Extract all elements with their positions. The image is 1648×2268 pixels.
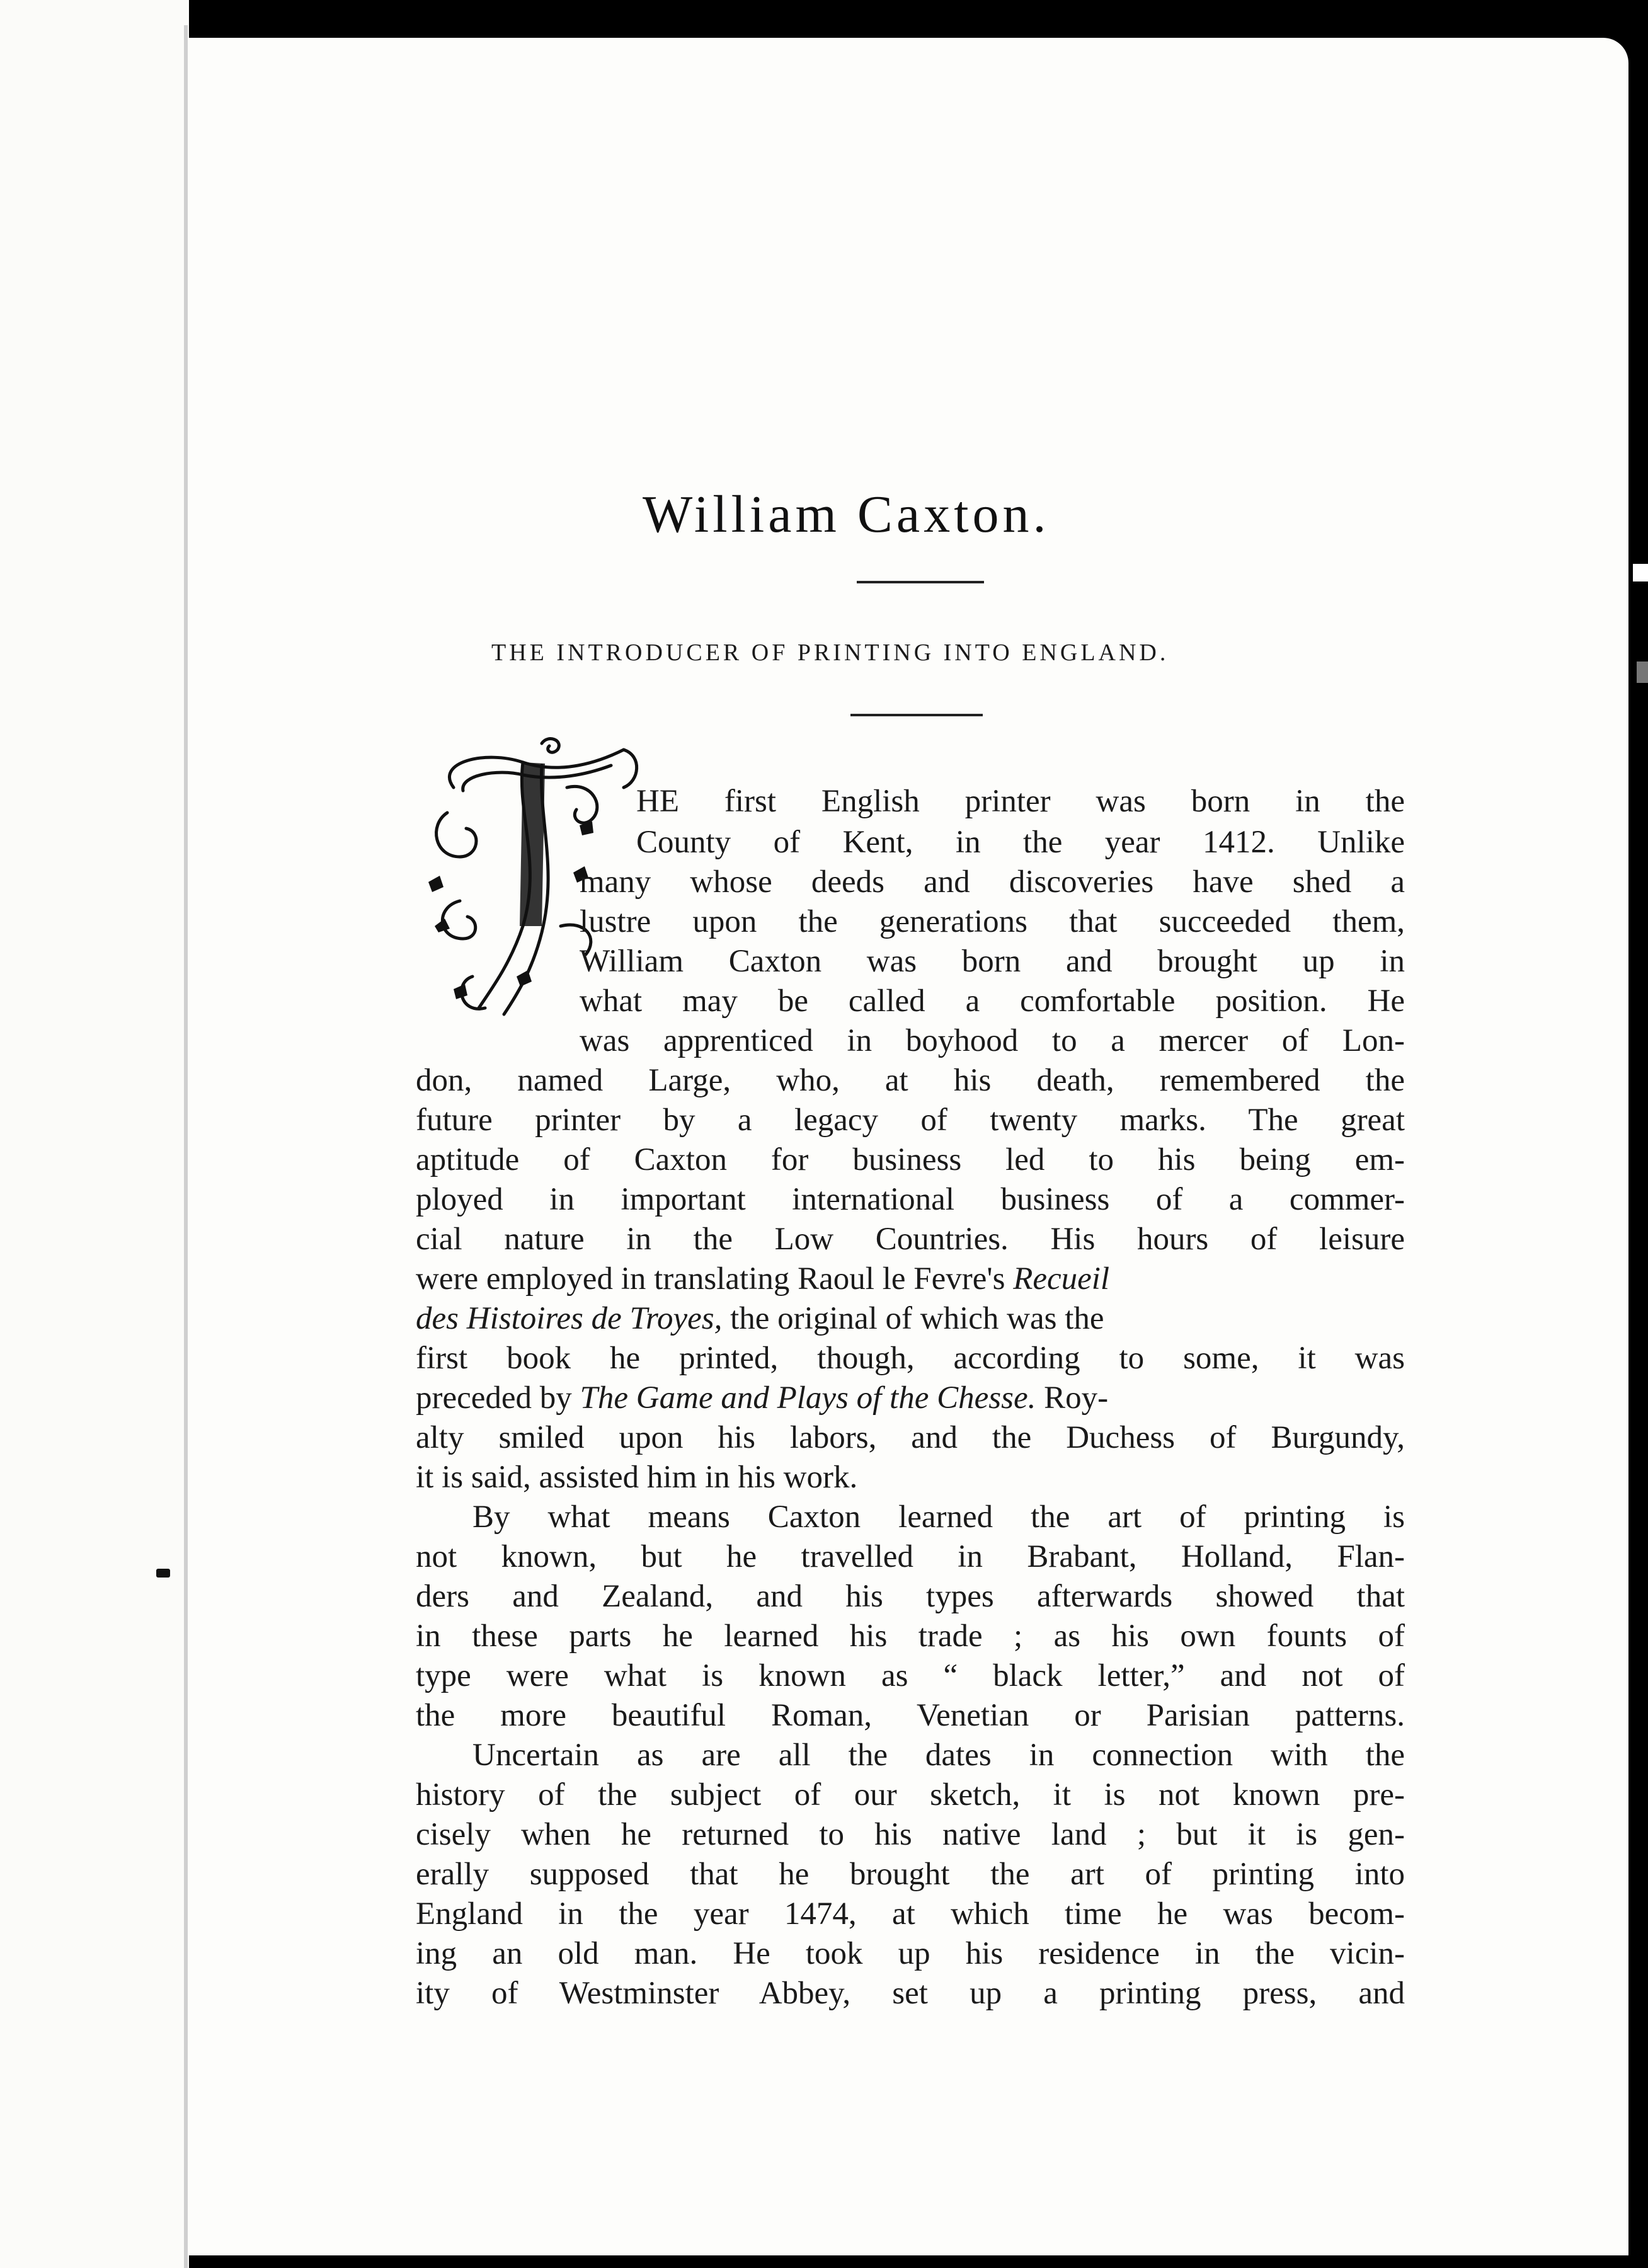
text-line-8: don, named Large, who, at his death, remembered the bbox=[416, 1063, 1405, 1098]
text-line-25: Uncertain as are all the dates in connection with the bbox=[472, 1738, 1405, 1773]
text-line-28: erally supposed that he brought the art of printing into bbox=[416, 1857, 1405, 1892]
margin-mark bbox=[156, 1569, 170, 1578]
text-line-3: many whose deeds and discoveries have shed a bbox=[580, 864, 1405, 900]
text-line-21: ders and Zealand, and his types afterwards showed that bbox=[416, 1579, 1405, 1614]
text-line-1: HE first English printer was born in the bbox=[636, 784, 1405, 819]
subtitle-rule bbox=[850, 714, 983, 716]
text-line-13 bbox=[416, 1259, 1405, 1299]
text-line-22: in these parts he learned his trade ; as his own founts of bbox=[416, 1618, 1405, 1654]
text-line-4: lustre upon the generations that succeeded them, bbox=[580, 904, 1405, 939]
text-line-16-b: Roy- bbox=[1044, 1380, 1109, 1416]
text-line-18: it is said, assisted him in his work. bbox=[416, 1460, 858, 1495]
page-title: William Caxton. bbox=[643, 485, 1050, 544]
title-rule bbox=[857, 581, 984, 583]
text-line-19: By what means Caxton learned the art of printing is bbox=[472, 1499, 1405, 1535]
page-subtitle: THE INTRODUCER OF PRINTING INTO ENGLAND. bbox=[491, 639, 1169, 666]
text-line-23: type were what is known as “ black letter,” and not of bbox=[416, 1658, 1405, 1693]
text-line-2: County of Kent, in the year 1412. Unlike bbox=[636, 825, 1405, 860]
text-line-14-b: the original of which was the bbox=[730, 1301, 1104, 1336]
edge-mark-2 bbox=[1637, 662, 1648, 683]
text-line-30: ing an old man. He took up his residence in the vicin- bbox=[416, 1936, 1405, 1971]
text-line-5: William Caxton was born and brought up in bbox=[580, 944, 1405, 979]
page-left-margin bbox=[0, 0, 189, 2268]
text-line-15: first book he printed, though, according to some, it was bbox=[416, 1341, 1405, 1376]
text-line-16 bbox=[416, 1378, 1405, 1418]
text-line-9: future printer by a legacy of twenty marks. The great bbox=[416, 1102, 1405, 1138]
text-line-13-a: were employed in translating Raoul le Fevre's bbox=[416, 1261, 1005, 1297]
text-line-14 bbox=[416, 1298, 1405, 1339]
text-line-24: the more beautiful Roman, Venetian or Parisian patterns. bbox=[416, 1698, 1405, 1733]
text-line-7: was apprenticed in boyhood to a mercer of Lon- bbox=[580, 1023, 1405, 1058]
text-line-13-italic: Recueil bbox=[1013, 1261, 1110, 1297]
text-line-12: cial nature in the Low Countries. His hours of leisure bbox=[416, 1222, 1405, 1257]
text-line-16-a: preceded by bbox=[416, 1380, 572, 1416]
edge-mark bbox=[1633, 564, 1648, 581]
text-line-17: alty smiled upon his labors, and the Duchess of Burgundy, bbox=[416, 1420, 1405, 1455]
text-line-26: history of the subject of our sketch, it is not known pre- bbox=[416, 1777, 1405, 1813]
text-line-10: aptitude of Caxton for business led to his being em- bbox=[416, 1142, 1405, 1177]
text-line-27: cisely when he returned to his native land ; but it is gen- bbox=[416, 1817, 1405, 1852]
binding-fold bbox=[184, 25, 188, 2268]
text-line-16-italic: The Game and Plays of the Chesse. bbox=[580, 1380, 1036, 1416]
text-line-31: ity of Westminster Abbey, set up a printing press, and bbox=[416, 1976, 1405, 2011]
text-line-20: not known, but he travelled in Brabant, Holland, Flan- bbox=[416, 1539, 1405, 1574]
text-line-11: ployed in important international business of a commer- bbox=[416, 1182, 1405, 1217]
text-line-14-italic: des Histoires de Troyes, bbox=[416, 1301, 723, 1336]
text-line-6: what may be called a comfortable position. He bbox=[580, 983, 1405, 1019]
text-line-29: England in the year 1474, at which time he was becom- bbox=[416, 1896, 1405, 1932]
